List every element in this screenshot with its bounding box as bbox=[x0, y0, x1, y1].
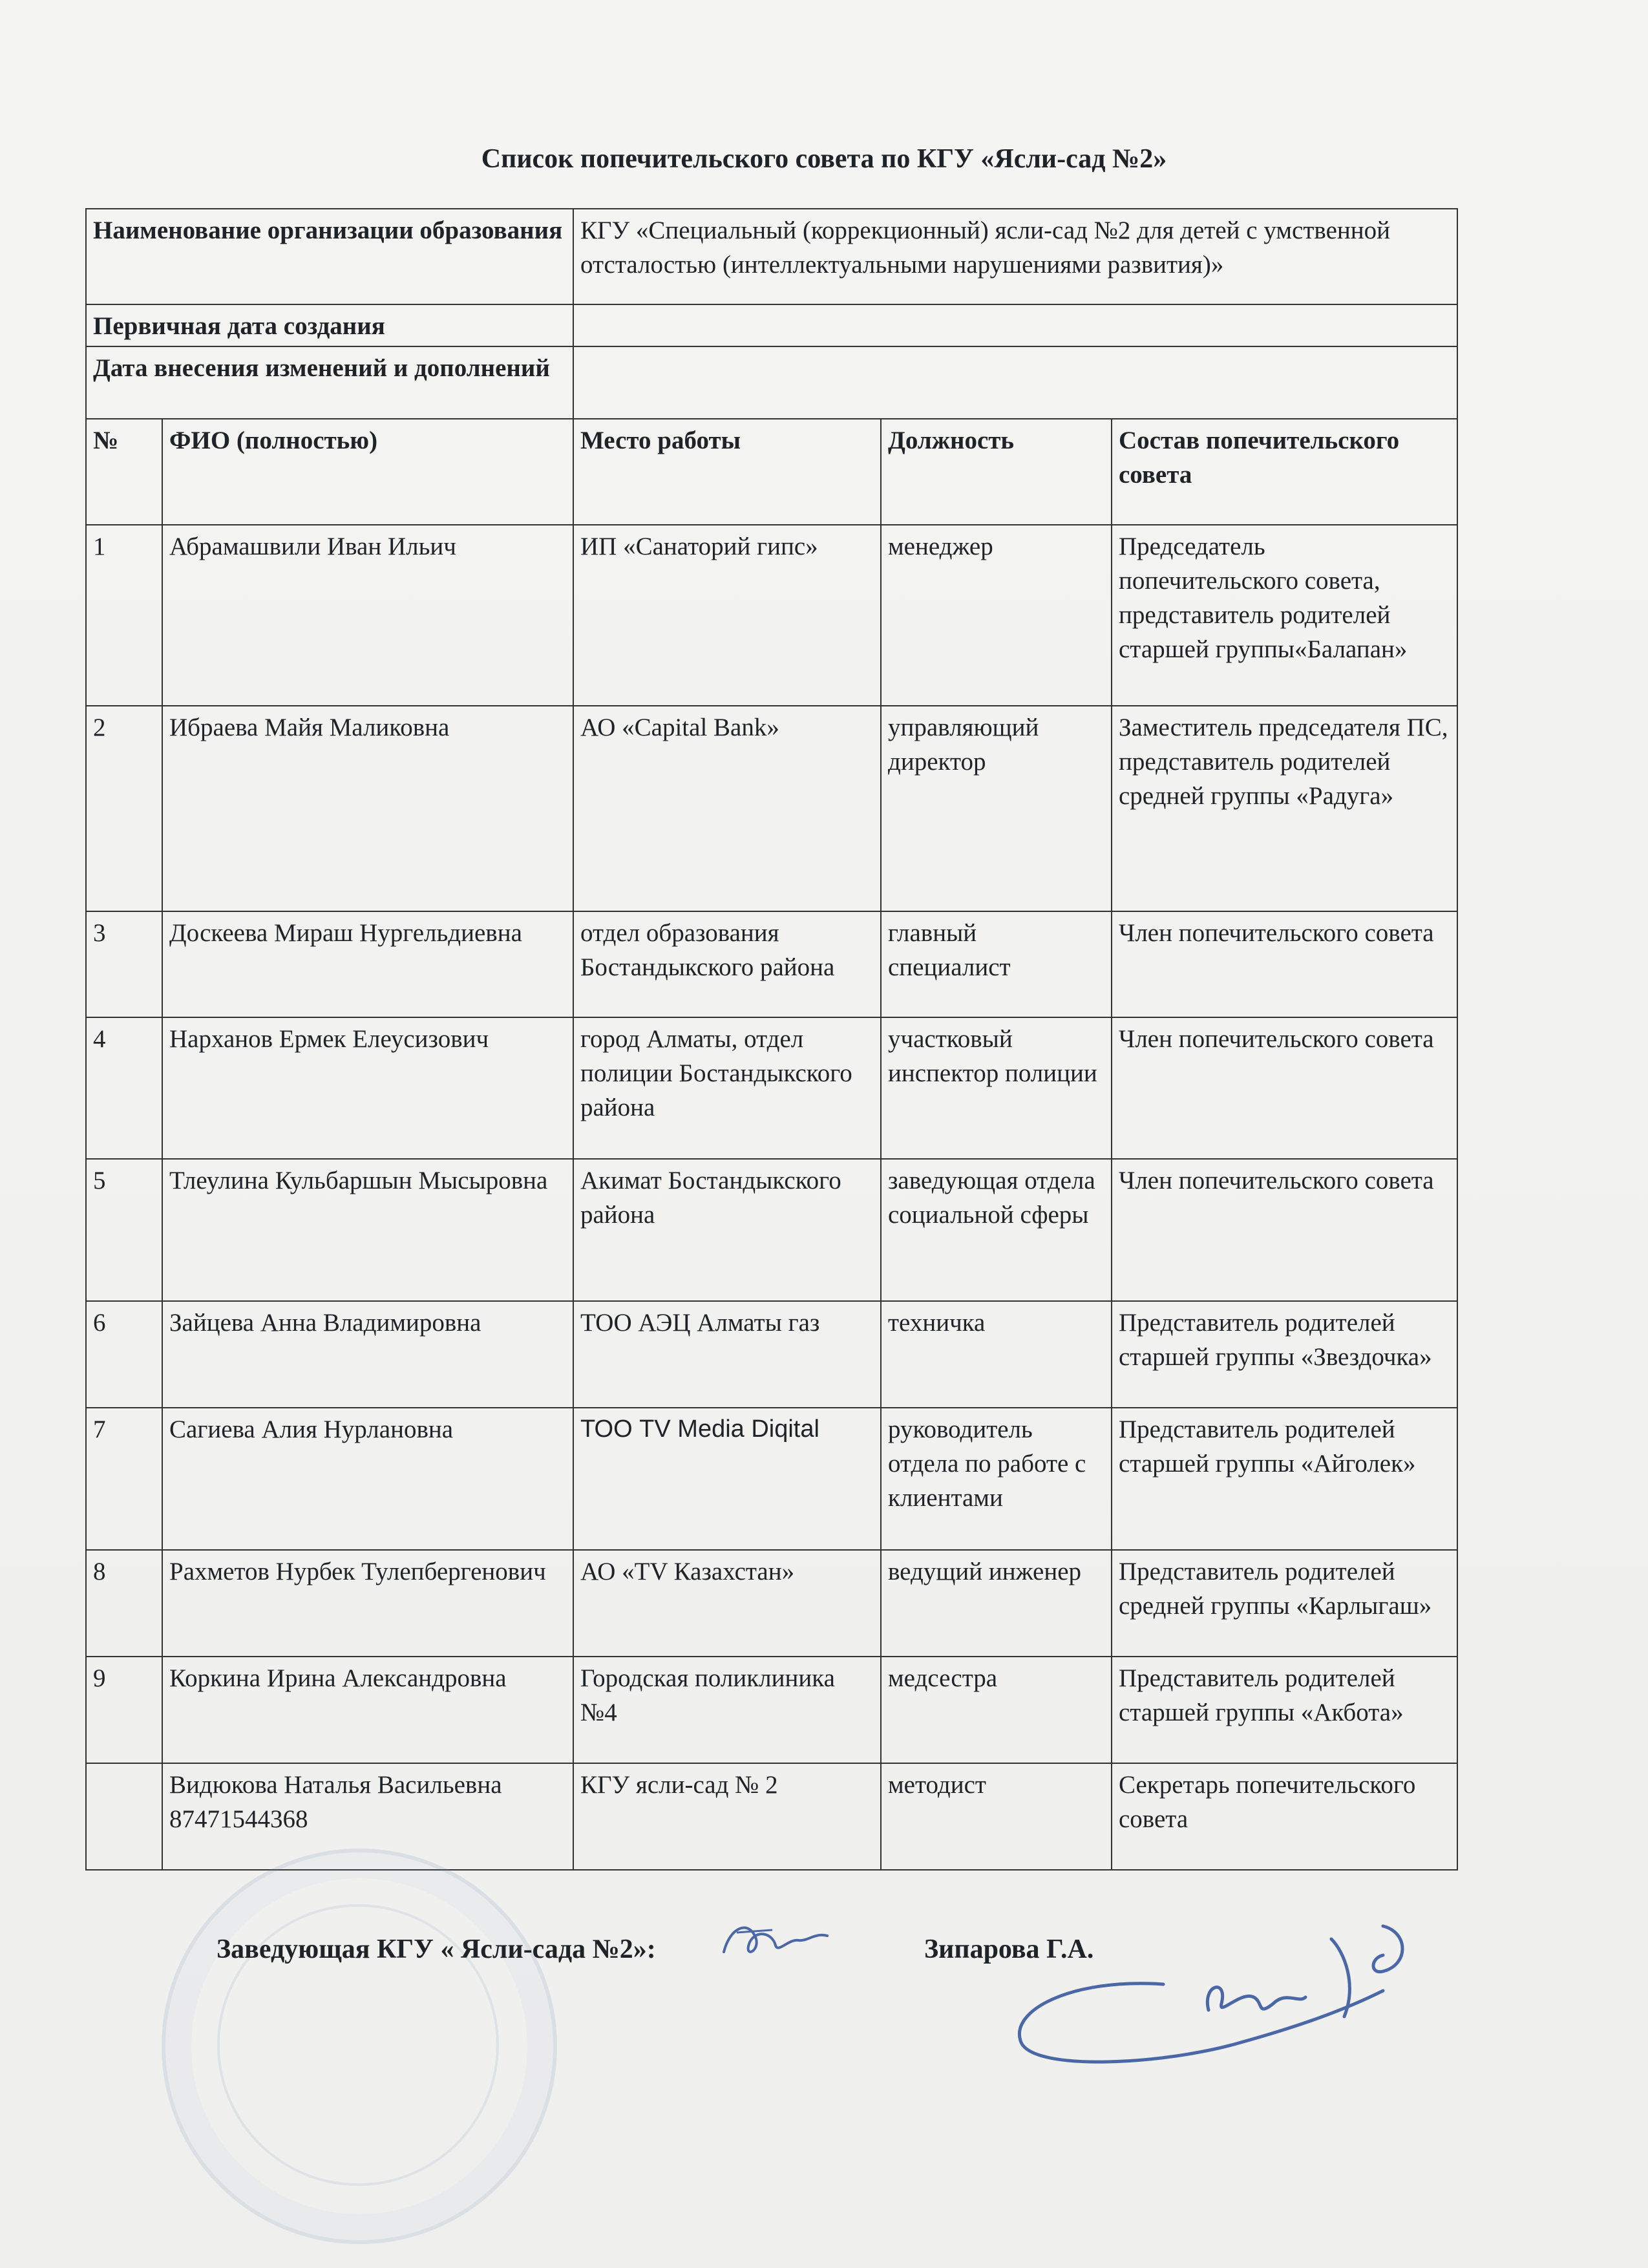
col-header-fio: ФИО (полностью) bbox=[162, 419, 573, 525]
row-role: Член попечительского совета bbox=[1112, 1017, 1457, 1159]
table-row bbox=[86, 911, 1457, 1017]
org-name-row bbox=[86, 209, 1457, 304]
row-work: ТОО АЭЦ Алматы газ bbox=[573, 1301, 881, 1408]
created-date-row bbox=[86, 304, 1457, 346]
row-num: 1 bbox=[86, 525, 162, 706]
col-header-role: Состав попечительского совета bbox=[1112, 419, 1457, 525]
col-header-num: № bbox=[86, 419, 162, 525]
row-position: главный специалист bbox=[881, 911, 1112, 1017]
row-num: 9 bbox=[86, 1657, 162, 1763]
row-fio: Рахметов Нурбек Тулепбергенович bbox=[162, 1550, 573, 1657]
row-work: Акимат Бостандыкского района bbox=[573, 1159, 881, 1301]
row-work: Городская поликлиника №4 bbox=[573, 1657, 881, 1763]
row-work: АО «Capital Bank» bbox=[573, 706, 881, 911]
row-role: Заместитель председателя ПС, представитель родителей средней группы «Радуга» bbox=[1112, 706, 1457, 911]
table-row bbox=[86, 1657, 1457, 1763]
created-date-value bbox=[573, 304, 1457, 346]
row-num: 5 bbox=[86, 1159, 162, 1301]
created-date-label: Первичная дата создания bbox=[86, 304, 573, 346]
row-fio: Коркина Ирина Александровна bbox=[162, 1657, 573, 1763]
row-fio: Доскеева Мираш Нургельдиевна bbox=[162, 911, 573, 1017]
table-row bbox=[86, 1301, 1457, 1408]
row-role: Представитель родителей средней группы «Карлыгаш» bbox=[1112, 1550, 1457, 1657]
row-position: техничка bbox=[881, 1301, 1112, 1408]
official-stamp bbox=[162, 1849, 557, 2244]
initials-signature bbox=[711, 1913, 840, 1971]
row-position: ведущий инженер bbox=[881, 1550, 1112, 1657]
changes-date-row bbox=[86, 346, 1457, 419]
row-num: 4 bbox=[86, 1017, 162, 1159]
row-position: участковый инспектор полиции bbox=[881, 1017, 1112, 1159]
col-header-position: Должность bbox=[881, 419, 1112, 525]
row-position: менеджер bbox=[881, 525, 1112, 706]
row-num: 2 bbox=[86, 706, 162, 911]
row-role: Представитель родителей старшей группы «Акбота» bbox=[1112, 1657, 1457, 1763]
row-position: медсестра bbox=[881, 1657, 1112, 1763]
row-work: ИП «Санаторий гипс» bbox=[573, 525, 881, 706]
row-position: заведующая отдела социальной сферы bbox=[881, 1159, 1112, 1301]
row-role: Секретарь попечительского совета bbox=[1112, 1763, 1457, 1870]
document-title: Список попечительского совета по КГУ «Ясли-сад №2» bbox=[481, 144, 1167, 174]
row-role: Представитель родителей старшей группы «Звездочка» bbox=[1112, 1301, 1457, 1408]
council-table bbox=[85, 208, 1458, 1871]
table-row bbox=[86, 1408, 1457, 1550]
row-fio: Зайцева Анна Владимировна bbox=[162, 1301, 573, 1408]
table-row bbox=[86, 1763, 1457, 1870]
row-fio: Тлеулина Кульбаршын Мысыровна bbox=[162, 1159, 573, 1301]
column-header-row bbox=[86, 419, 1457, 525]
changes-date-label: Дата внесения изменений и дополнений bbox=[86, 346, 573, 419]
table-row bbox=[86, 1159, 1457, 1301]
col-header-work: Место работы bbox=[573, 419, 881, 525]
head-position-label: Заведующая КГУ « Ясли-сада №2»: bbox=[217, 1934, 656, 1964]
row-role: Член попечительского совета bbox=[1112, 1159, 1457, 1301]
row-fio: Сагиева Алия Нурлановна bbox=[162, 1408, 573, 1550]
row-work: город Алматы, отдел полиции Бостандыкского района bbox=[573, 1017, 881, 1159]
changes-date-value bbox=[573, 346, 1457, 419]
head-name: Зипарова Г.А. bbox=[924, 1934, 1094, 1964]
table-row bbox=[86, 706, 1457, 911]
org-name-value: КГУ «Специальный (коррекционный) ясли-сад №2 для детей с умственной отсталостью (интеллектуальными нарушениями развития)» bbox=[573, 209, 1457, 304]
row-fio: Видюкова Наталья Васильевна 87471544368 bbox=[162, 1763, 573, 1870]
row-num: 6 bbox=[86, 1301, 162, 1408]
row-work: КГУ ясли-сад № 2 bbox=[573, 1763, 881, 1870]
head-signature bbox=[995, 1913, 1435, 2081]
row-fio: Абрамашвили Иван Ильич bbox=[162, 525, 573, 706]
table-row bbox=[86, 525, 1457, 706]
row-role: Член попечительского совета bbox=[1112, 911, 1457, 1017]
row-role: Председатель попечительского совета, представитель родителей старшей группы«Балапан» bbox=[1112, 525, 1457, 706]
row-position: управляющий директор bbox=[881, 706, 1112, 911]
org-name-label: Наименование организации образования bbox=[86, 209, 573, 304]
row-fio: Нарханов Ермек Елеусизович bbox=[162, 1017, 573, 1159]
row-num: 8 bbox=[86, 1550, 162, 1657]
row-role: Представитель родителей старшей группы «Айголек» bbox=[1112, 1408, 1457, 1550]
row-work: отдел образования Бостандыкского района bbox=[573, 911, 881, 1017]
row-work: АО «TV Казахстан» bbox=[573, 1550, 881, 1657]
row-fio: Ибраева Майя Маликовна bbox=[162, 706, 573, 911]
table-row bbox=[86, 1017, 1457, 1159]
row-num: 7 bbox=[86, 1408, 162, 1550]
row-num bbox=[86, 1763, 162, 1870]
table-row bbox=[86, 1550, 1457, 1657]
row-work: ТОО TV Media Diqital bbox=[573, 1408, 881, 1550]
row-position: методист bbox=[881, 1763, 1112, 1870]
row-num: 3 bbox=[86, 911, 162, 1017]
row-position: руководитель отдела по работе с клиентами bbox=[881, 1408, 1112, 1550]
